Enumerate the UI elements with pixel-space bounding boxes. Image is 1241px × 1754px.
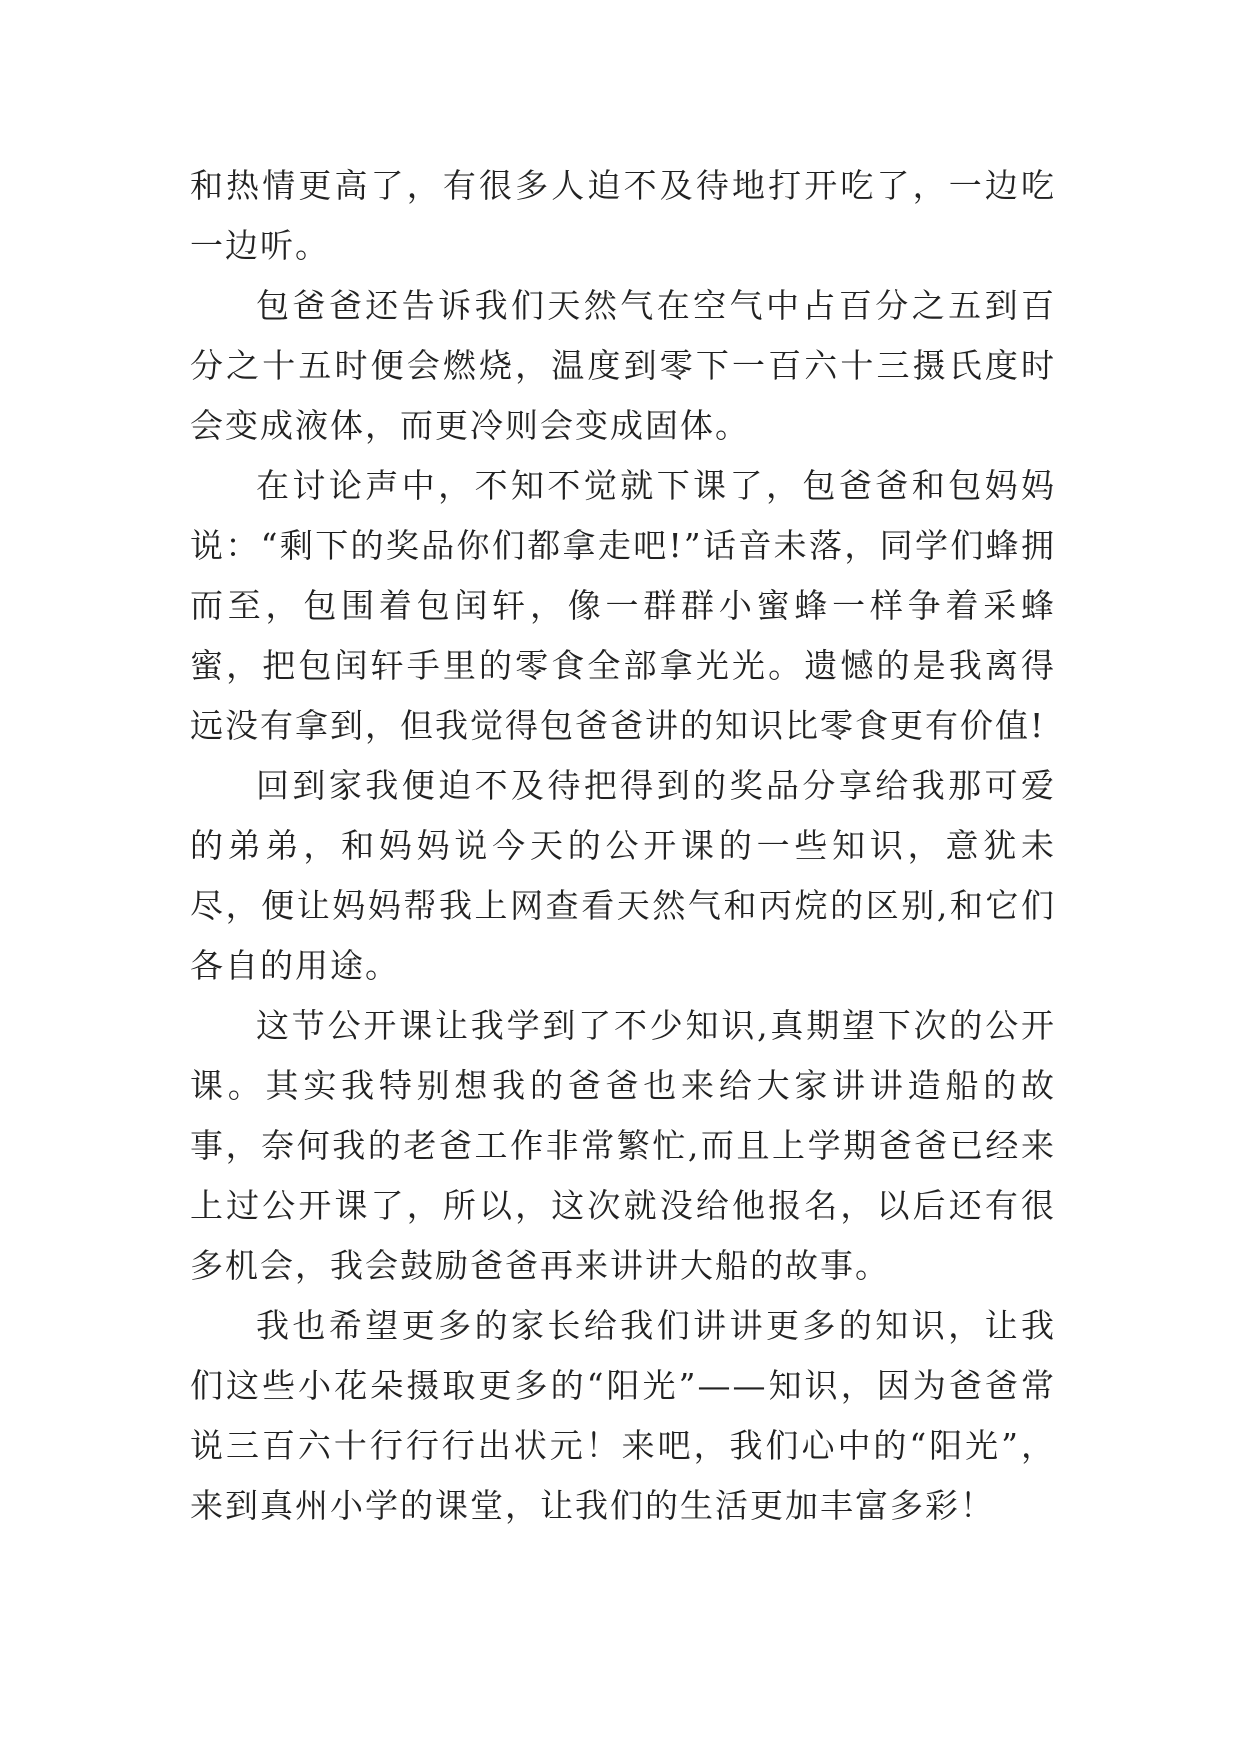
paragraph-2: 包爸爸还告诉我们天然气在空气中占百分之五到百分之十五时便会燃烧，温度到零下一百六十三摄氏度时会变成液体，而更冷则会变成固体。 [190,286,1056,445]
paragraph-5: 这节公开课让我学到了不少知识,真期望下次的公开课。其实我特别想我的爸爸也来给大家讲讲造船的故事，奈何我的老爸工作非常繁忙,而且上学期爸爸已经来上过公开课了，所以，这次就没给他报名，以后还有很多机会，我会鼓励爸爸再来讲讲大船的故事。 [190,1006,1056,1285]
paragraph-6: 我也希望更多的家长给我们讲讲更多的知识，让我们这些小花朵摄取更多的“阳光”——知识，因为爸爸常说三百六十行行行出状元！来吧，我们心中的“阳光”，来到真州小学的课堂，让我们的生活更加丰富多彩！ [190,1306,1056,1525]
paragraph-1: 和热情更高了，有很多人迫不及待地打开吃了，一边吃一边听。 [190,166,1056,265]
paragraph-3: 在讨论声中，不知不觉就下课了，包爸爸和包妈妈说：“剩下的奖品你们都拿走吧!”话音未落，同学们蜂拥而至，包围着包闰轩，像一群群小蜜蜂一样争着采蜂蜜，把包闰轩手里的零食全部拿光光。遗憾的是我离得远没有拿到，但我觉得包爸爸讲的知识比零食更有价值! [190,466,1056,745]
paragraph-4: 回到家我便迫不及待把得到的奖品分享给我那可爱的弟弟，和妈妈说今天的公开课的一些知识，意犹未尽，便让妈妈帮我上网查看天然气和丙烷的区别,和它们各自的用途。 [190,766,1056,985]
document-body [190,156,1056,1536]
